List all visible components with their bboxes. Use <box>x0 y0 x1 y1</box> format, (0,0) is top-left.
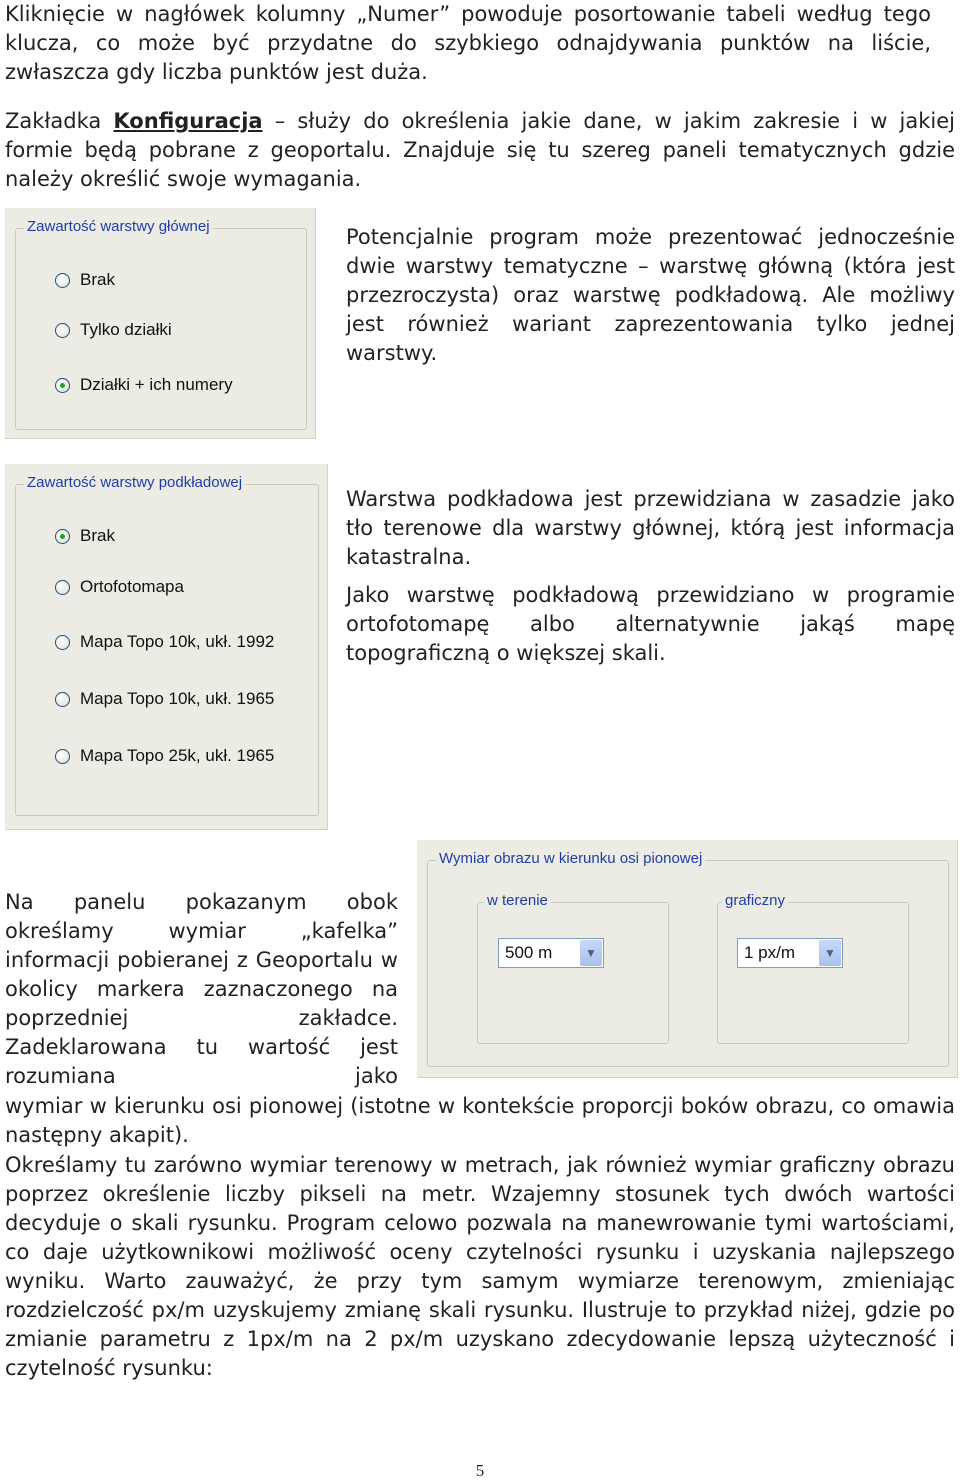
terrain-group-frame <box>477 902 669 1044</box>
paragraph-orthophoto <box>346 581 955 668</box>
main-layer-option-none[interactable] <box>55 270 115 290</box>
terrain-select-value: 500 m <box>505 943 553 962</box>
paragraph-scale <box>5 1151 955 1383</box>
graphic-select-value: 1 px/m <box>744 943 796 962</box>
paragraph-text: Kliknięcie w nagłówek kolumny „Numer” powoduje posortowanie tabeli według tego klucza, co może być przydatne do szybkiego odnajdywania punktów na liście, zwłaszcza gdy liczba punktów jest duża. <box>5 2 931 84</box>
image-size-group-title: Wymiar obrazu w kierunku osi pionowej <box>436 850 705 867</box>
chevron-down-icon[interactable]: ▼ <box>580 940 602 966</box>
main-layer-panel <box>5 208 316 439</box>
paragraph-text: wymiar w kierunku osi pionowej (istotne w kontekście proporcji boków obrazu, co omawia następny akapit). <box>5 1094 955 1147</box>
radio-label: Brak <box>80 526 115 545</box>
base-layer-option-orthophoto[interactable] <box>55 577 184 597</box>
paragraph-text: Określamy tu zarówno wymiar terenowy w metrach, jak również wymiar graficzny obrazu poprzez określenie liczby pikseli na metr. Wzajemny stosunek tych dwóch wartości decyduje o skali rysunku. Program celowo pozwala na manewrowanie tymi wartościami, co daje użytkownikowi możliwość oceny czytelności rysunku i uzyskania najlepszego wyniku. Warto zauważyć, że przy tym samym wymiarze terenowym, zmieniając rozdzielczość px/m uzyskujemy zmianę skali rysunku. Ilustruje to przykład niżej, gdzie po zmianie parametru z 1px/m na 2 px/m uzyskano zdecydowanie lepszą użyteczność i czytelność rysunku: <box>5 1153 955 1380</box>
paragraph-text: Jako warstwę podkładową przewidziano w programie ortofotomapę albo alternatywnie jakąś mapę topograficzną o większej skali. <box>346 583 955 665</box>
terrain-label: w terenie <box>484 892 551 909</box>
paragraph-config-tab <box>5 107 955 194</box>
chevron-down-icon[interactable]: ▼ <box>819 940 841 966</box>
radio-button[interactable] <box>55 273 70 288</box>
paragraph-prefix: Zakładka <box>5 109 114 133</box>
main-layer-option-parcels-numbers[interactable] <box>55 375 233 395</box>
page-number: 5 <box>475 1461 485 1480</box>
radio-label: Mapa Topo 10k, ukł. 1965 <box>80 689 275 708</box>
radio-button[interactable] <box>55 692 70 707</box>
radio-label: Mapa Topo 10k, ukł. 1992 <box>80 632 275 651</box>
radio-button[interactable] <box>55 749 70 764</box>
paragraph-tile-size <box>5 888 398 1091</box>
radio-button-checked[interactable] <box>55 529 70 544</box>
paragraph-text <box>5 107 955 194</box>
radio-button[interactable] <box>55 635 70 650</box>
graphic-select[interactable] <box>737 938 843 968</box>
paragraph-sorting <box>5 0 931 87</box>
keyword-konfiguracja: Konfiguracja <box>113 109 263 133</box>
image-size-panel <box>417 840 958 1078</box>
paragraph-vertical-axis <box>5 1092 955 1150</box>
paragraph-text: Na panelu pokazanym obok określamy wymiar „kafelka” informacji pobieranej z Geoportalu w okolicy markera zaznaczonego na poprzedniej zakładce. Zadeklarowana tu wartość jest rozumiana jako <box>5 890 398 1088</box>
radio-label: Tylko działki <box>80 320 172 339</box>
radio-label: Brak <box>80 270 115 289</box>
base-layer-option-none[interactable] <box>55 526 115 546</box>
graphic-label: graficzny <box>722 892 788 909</box>
radio-button-checked[interactable] <box>55 378 70 393</box>
base-layer-option-topo10k-1965[interactable] <box>55 689 274 709</box>
radio-label: Mapa Topo 25k, ukł. 1965 <box>80 746 275 765</box>
radio-button[interactable] <box>55 580 70 595</box>
paragraph-suffix: – służy do określenia jakie dane, w jakim zakresie i w jakiej formie będą pobrane z geoportalu. Znajduje się tu szereg paneli tematycznych gdzie należy określić swoje wymagania. <box>5 109 955 191</box>
main-layer-group-title: Zawartość warstwy głównej <box>24 218 213 235</box>
paragraph-text: Potencjalnie program może prezentować jednocześnie dwie warstwy tematyczne – warstwę główną (która jest przezroczysta) oraz warstwę podkładową. Ale możliwy jest również wariant zaprezentowania tylko jednej warstwy. <box>346 225 955 365</box>
paragraph-base-layer <box>346 485 955 572</box>
base-layer-option-topo25k-1965[interactable] <box>55 746 274 766</box>
paragraph-two-layers <box>346 223 955 368</box>
main-layer-option-parcels-only[interactable] <box>55 320 172 340</box>
radio-button[interactable] <box>55 323 70 338</box>
paragraph-text: Warstwa podkładowa jest przewidziana w zasadzie jako tło terenowe dla warstwy głównej, którą jest informacja katastralna. <box>346 487 955 569</box>
terrain-select[interactable] <box>498 938 604 968</box>
base-layer-option-topo10k-1992[interactable] <box>55 632 274 652</box>
graphic-group-frame <box>717 902 909 1044</box>
base-layer-panel <box>5 464 328 830</box>
radio-label: Działki + ich numery <box>80 375 233 394</box>
base-layer-group-title: Zawartość warstwy podkładowej <box>24 474 245 491</box>
radio-label: Ortofotomapa <box>80 577 184 596</box>
